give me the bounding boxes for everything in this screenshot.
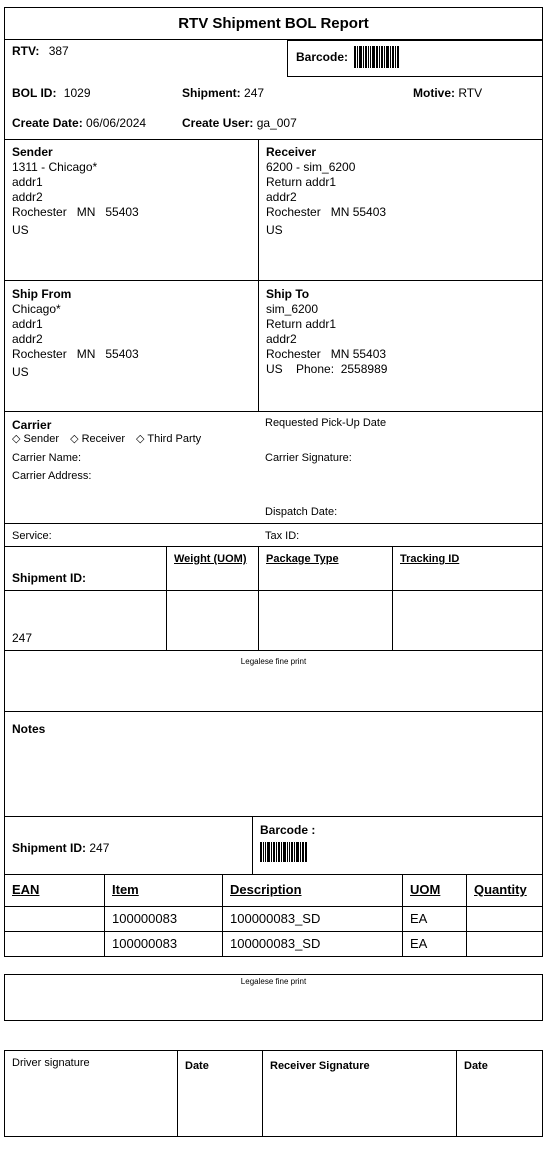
ship-from-line: US	[12, 365, 29, 379]
receiver-signature-label: Receiver Signature	[270, 1060, 370, 1072]
items-col-divider	[222, 875, 223, 957]
ship-to-line: addr2	[266, 332, 297, 346]
carrier-address-label: Carrier Address:	[12, 470, 92, 482]
ship-from-heading: Ship From	[12, 287, 72, 301]
notes-label: Notes	[12, 722, 46, 736]
shipment-col-divider	[258, 546, 259, 651]
sender-heading: Sender	[12, 145, 53, 159]
tracking-id-header: Tracking ID	[400, 553, 460, 565]
legalese-text-2: Legalese fine print	[240, 977, 307, 986]
carrier-heading: Carrier	[12, 418, 52, 432]
ean-header: EAN	[12, 882, 40, 897]
rtv-value: 387	[48, 44, 69, 58]
signature-divider	[262, 1050, 263, 1137]
receiver-line: Return addr1	[266, 175, 337, 189]
ship-from-block	[12, 287, 252, 380]
shipment-field	[182, 86, 264, 100]
shipment-id-header: Shipment ID:	[12, 571, 86, 585]
sender-line: addr1	[12, 175, 43, 189]
barcode-2-image	[260, 842, 308, 862]
carrier-name-label: Carrier Name:	[12, 452, 82, 464]
motive-field	[413, 86, 482, 100]
ship-from-line: addr1	[12, 317, 43, 331]
shipment-barcode-divider	[252, 817, 253, 875]
create-date-field	[12, 116, 146, 130]
uom-header: UOM	[410, 882, 441, 897]
uom-cell: EA	[410, 936, 428, 951]
ship-from-line: Chicago*	[12, 302, 61, 316]
shipment-label: Shipment:	[182, 86, 241, 100]
rtv-label: RTV:	[12, 44, 40, 58]
create-user-field	[182, 116, 297, 130]
create-user-value: ga_007	[256, 116, 297, 130]
receiver-line: addr2	[266, 190, 297, 204]
shipment-id-value: 247	[12, 631, 33, 645]
barcode-2-label: Barcode :	[260, 823, 316, 837]
shipment-col-divider	[166, 546, 167, 651]
shipment-table-top	[4, 546, 543, 547]
create-date-label: Create Date:	[12, 116, 83, 130]
items-col-divider	[104, 875, 105, 957]
tax-id-label: Tax ID:	[265, 530, 300, 542]
items-col-divider	[402, 875, 403, 957]
barcode-label: Barcode:	[296, 50, 349, 64]
carrier-option-label: Receiver	[81, 433, 125, 445]
description-header: Description	[230, 882, 302, 897]
quantity-header: Quantity	[474, 882, 527, 897]
items-col-divider	[466, 875, 467, 957]
date-label-1: Date	[185, 1060, 209, 1072]
driver-signature-label: Driver signature	[12, 1057, 90, 1069]
ship-from-line: Rochester MN 55403	[12, 347, 139, 361]
carrier-signature-label: Carrier Signature:	[265, 452, 352, 464]
bol-id-field	[12, 86, 91, 100]
shipment-col-divider	[392, 546, 393, 651]
address-divider	[258, 139, 259, 411]
signature-divider	[456, 1050, 457, 1137]
shipment-id-2-label: Shipment ID:	[12, 841, 86, 855]
signature-divider	[177, 1050, 178, 1137]
description-cell: 100000083_SD	[230, 911, 321, 926]
report-title: RTV Shipment BOL Report	[4, 7, 543, 40]
shipment-table-header-bottom	[4, 590, 543, 591]
carrier-options	[12, 433, 252, 446]
service-row-top	[4, 523, 543, 524]
items-table-row-line	[4, 931, 543, 932]
barcode-field	[296, 46, 400, 68]
shipment-id-2-field	[12, 841, 109, 855]
carrier-block	[12, 418, 252, 446]
create-date-value: 06/06/2024	[86, 116, 147, 130]
carrier-option-sender[interactable]: ◇ Sender	[12, 433, 59, 445]
bol-id-label: BOL ID:	[12, 86, 57, 100]
shipment-value: 247	[244, 86, 265, 100]
weight-header: Weight (UOM)	[174, 553, 247, 565]
sender-line: 1311 - Chicago*	[12, 160, 98, 174]
sender-line: US	[12, 223, 29, 237]
motive-value: RTV	[458, 86, 483, 100]
items-table-row-line	[4, 906, 543, 907]
shipment-id-2-value: 247	[89, 841, 110, 855]
create-user-label: Create User:	[182, 116, 254, 130]
motive-label: Motive:	[413, 86, 455, 100]
bol-id-value: 1029	[63, 86, 91, 100]
service-label: Service:	[12, 530, 52, 542]
receiver-block	[266, 145, 536, 238]
ship-to-block	[266, 287, 536, 377]
sender-block	[12, 145, 252, 238]
sender-line: Rochester MN 55403	[12, 205, 139, 219]
item-cell: 100000083	[112, 911, 178, 926]
barcode-image	[354, 46, 400, 68]
ship-to-line: Return addr1	[266, 317, 337, 331]
uom-cell: EA	[410, 911, 428, 926]
item-cell: 100000083	[112, 936, 178, 951]
ship-to-line: sim_6200	[266, 302, 319, 316]
receiver-heading: Receiver	[266, 145, 317, 159]
rtv-field	[12, 44, 69, 58]
ship-from-line: addr2	[12, 332, 43, 346]
notes-box	[4, 712, 543, 817]
address-grid-top	[4, 139, 543, 140]
ship-to-heading: Ship To	[266, 287, 310, 301]
receiver-line: Rochester MN 55403	[266, 205, 387, 219]
carrier-option-label: Third Party	[147, 433, 202, 445]
legalese-text: Legalese fine print	[240, 657, 307, 666]
package-type-header: Package Type	[266, 553, 339, 565]
address-grid-middle	[4, 280, 543, 281]
pickup-date-label: Requested Pick-Up Date	[265, 417, 387, 429]
receiver-line: 6200 - sim_6200	[266, 160, 356, 174]
receiver-line: US	[266, 223, 283, 237]
item-header: Item	[112, 882, 139, 897]
ship-to-line: US Phone: 2558989	[266, 362, 388, 376]
dispatch-date-label: Dispatch Date:	[265, 506, 338, 518]
description-cell: 100000083_SD	[230, 936, 321, 951]
sender-line: addr2	[12, 190, 43, 204]
ship-to-line: Rochester MN 55403	[266, 347, 387, 361]
carrier-option-third-party[interactable]: ◇ Third Party	[136, 433, 202, 445]
date-label-2: Date	[464, 1060, 488, 1072]
carrier-section-top	[4, 411, 543, 412]
carrier-option-label: Sender	[23, 433, 59, 445]
carrier-option-receiver[interactable]: ◇ Receiver	[70, 433, 125, 445]
